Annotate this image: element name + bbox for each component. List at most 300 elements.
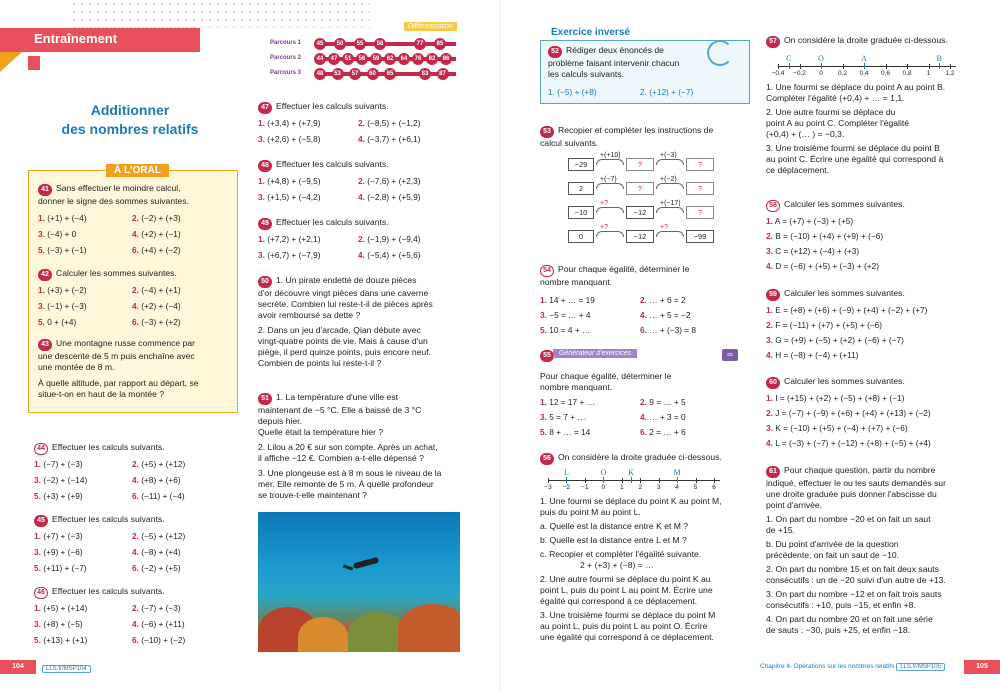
- title-line-2: des nombres relatifs: [61, 121, 199, 137]
- exercise-text: 3. On part du nombre −12 et on fait trois sauts: [766, 589, 942, 599]
- item-expression: (−5,4) + (+5,6): [364, 250, 421, 260]
- exercise-text: 2. Une autre fourmi se déplace du: [766, 107, 896, 117]
- item-expression: (+7) + (−3): [40, 531, 83, 541]
- exercise-text: Recopier et compléter les instructions de: [558, 125, 714, 135]
- ex60-item: [766, 408, 931, 418]
- exercise-number: 46: [34, 587, 48, 599]
- item-expression: (+4,8) + (−9,5): [264, 176, 321, 186]
- exercise-text: Effectuer les calculs suivants.: [52, 514, 165, 524]
- exercise-text: nombre manquant.: [540, 277, 613, 287]
- ex44-item: [34, 459, 83, 469]
- nl56-tick-label: 1: [619, 484, 624, 491]
- exercise-58: [766, 199, 905, 212]
- item-number: 5.: [34, 563, 41, 573]
- exercise-text: Sans effectuer le moindre calcul,: [56, 183, 181, 193]
- nl57-tick: [778, 64, 779, 69]
- nl56-tick-label: 0: [601, 484, 606, 491]
- exercise-text: problème faisant intervenir chacun: [548, 58, 680, 68]
- exercise-text: situe-t-on en haut de la montée ?: [38, 389, 165, 399]
- parcours-exercise[interactable]: 77: [414, 38, 426, 50]
- ex60-item: [766, 438, 931, 448]
- ex59-item: [766, 335, 904, 345]
- item-expression: 2 = … + 6: [646, 427, 686, 437]
- ex45-item: [34, 547, 83, 557]
- nl56-tick-label: 2: [638, 484, 643, 491]
- nl57-tick-label: 0: [819, 70, 823, 77]
- page-gutter: [499, 0, 500, 691]
- exercise-text: une droite graduée puis donner l'abscisse du: [766, 489, 937, 499]
- chapter-text: Chapitre 4. Opérations sur les nombres relatifs: [760, 663, 895, 670]
- parcours-label: Parcours 3: [270, 70, 302, 76]
- exercise-text: égalité qui correspond à ce déplacement.: [540, 596, 698, 606]
- nl57-point-mark: [864, 63, 865, 69]
- title-line-1: Additionner: [90, 102, 170, 118]
- item-expression: (−2) + (+5): [138, 563, 181, 573]
- ex47-item: [258, 134, 321, 144]
- item-expression: 8 + … = 14: [546, 427, 591, 437]
- parcours-exercise[interactable]: 76: [412, 53, 424, 65]
- exercise-text: b. Quelle est la distance entre L et M ?: [540, 535, 687, 545]
- nl56-point-mark: [603, 477, 604, 483]
- exercise-text: une descente de 5 m puis enchaîne avec: [38, 351, 195, 361]
- exercise-text: au point C. Écrire une égalité qui correspond à: [766, 154, 944, 164]
- exercise-text: consécutifs : +10, puis −15, et enfin +8.: [766, 600, 916, 610]
- parcours-exercise[interactable]: 64: [398, 53, 410, 65]
- ex42-item: [132, 285, 181, 295]
- chain-operation: +(−7): [600, 176, 617, 183]
- exercise-text: une montée de 8 m.: [38, 362, 115, 372]
- chain-operation: +(−17): [660, 200, 681, 207]
- page-title: [40, 101, 220, 139]
- item-expression: (−11) + (−4): [138, 491, 185, 501]
- item-expression: (−4) + (+1): [138, 285, 181, 295]
- parcours-exercise[interactable]: 48: [314, 68, 326, 80]
- chain-operation: +(−3): [660, 152, 677, 159]
- item-number: 1.: [34, 603, 41, 613]
- item-number: 3.: [258, 134, 265, 144]
- exercise-52: [548, 45, 708, 80]
- item-expression: (+8) + (+6): [138, 475, 181, 485]
- chain-operation: +?: [600, 200, 608, 207]
- item-number: 3.: [258, 250, 265, 260]
- item-number: 4.: [132, 475, 139, 485]
- nl56-tick: [696, 478, 697, 483]
- item-expression: (−3) + (+2): [138, 317, 181, 327]
- parcours-exercise[interactable]: 56: [356, 53, 368, 65]
- exercise-number: 45: [34, 515, 48, 527]
- item-number: 3.: [766, 423, 773, 433]
- exercise-number: 51: [258, 393, 272, 405]
- ex59-item: [766, 350, 859, 360]
- ex41-item: [38, 229, 76, 239]
- ex55-item: [640, 397, 686, 407]
- item-expression: (+7,2) + (+2,1): [264, 234, 321, 244]
- ex41-item: [38, 213, 87, 223]
- ex46-item: [34, 603, 87, 613]
- chain-arrow: [656, 207, 684, 213]
- exercise-text: point d'arrivée.: [766, 500, 823, 510]
- exercise-text: On considère la droite graduée ci-dessous.: [784, 35, 948, 45]
- item-expression: (−6) + (+11): [138, 619, 185, 629]
- item-expression: (−10) + (−2): [138, 635, 186, 645]
- chain-arrow: [596, 231, 624, 237]
- ex42-item: [38, 301, 87, 311]
- item-number: 5.: [540, 427, 547, 437]
- exercise-text: 2. On part du nombre 15 et on fait deux sauts: [766, 564, 939, 574]
- item-number: 1.: [540, 397, 547, 407]
- item-expression: (+13) + (+1): [40, 635, 88, 645]
- banner-square: [28, 56, 40, 70]
- ex45-item: [34, 563, 87, 573]
- ex54-item: [640, 325, 696, 335]
- exercise-text: 1. Une fourmi se déplace du point K au point M,: [540, 496, 722, 506]
- exercise-57: [766, 35, 948, 48]
- item-expression: (−1,9) + (−9,4): [364, 234, 421, 244]
- ex46-item: [132, 635, 185, 645]
- ex42-item: [132, 301, 181, 311]
- exercise-text: secrète. Combien lui reste-t-il de pièces après: [258, 299, 433, 309]
- chain-end: ?: [686, 182, 714, 195]
- ex49-item: [358, 250, 421, 260]
- item-number: 6.: [640, 325, 647, 335]
- exercise-48: [258, 159, 389, 172]
- ex49-item: [358, 234, 421, 244]
- parcours-exercise[interactable]: 59: [370, 53, 382, 65]
- exercise-text: calcul suivants.: [540, 138, 599, 148]
- nl57-tick-label: 0,4: [859, 70, 869, 77]
- exercise-number: 49: [258, 218, 272, 230]
- diver-shape: [353, 557, 380, 570]
- exercise-number: 50: [258, 276, 272, 288]
- exercise-text: point A au point C. Compléter l'égalité: [766, 118, 910, 128]
- exercise-42: [38, 268, 177, 281]
- item-expression: 10 = 4 + …: [546, 325, 591, 335]
- ex55-item: [540, 412, 586, 422]
- exercise-text: d'or découvre vingt pièces dans une caverne: [258, 288, 429, 298]
- item-expression: K = (−10) + (+5) + (−4) + (+7) + (−6): [772, 423, 908, 433]
- exercise-text: 1. Une fourmi se déplace du point A au point B.: [766, 82, 946, 92]
- nl56-point-K: K: [628, 468, 634, 477]
- item-expression: E = (+8) + (+6) + (−9) + (+4) + (−2) + (+7): [772, 305, 928, 315]
- exercise-41: [38, 183, 238, 207]
- ex41-item: [38, 245, 87, 255]
- chain-start: 2: [568, 182, 594, 195]
- item-number: 2.: [640, 295, 647, 305]
- chain-middle: ?: [626, 182, 654, 195]
- item-expression: 14 + … = 19: [546, 295, 595, 305]
- chain-operation: +(+10): [600, 152, 621, 159]
- chain-arrow: [596, 207, 624, 213]
- ex55-item: [640, 412, 686, 422]
- item-expression: (+5) + (+12): [138, 459, 186, 469]
- item-number: 2.: [132, 213, 139, 223]
- nl56-tick-label: 6: [712, 484, 716, 491]
- exercise-text: On considère la droite graduée ci-dessous.: [558, 452, 722, 462]
- item-expression: (+2) + (−1): [138, 229, 181, 239]
- ex54-item: [640, 295, 686, 305]
- exercise-number: 52: [548, 46, 562, 58]
- nl57-tick-label: −0,2: [793, 70, 806, 77]
- exercise-54: [540, 264, 750, 288]
- parcours-exercise[interactable]: 85: [434, 38, 446, 50]
- item-expression: … + 5 = −2: [646, 310, 691, 320]
- chain-start: −10: [568, 206, 594, 219]
- item-expression: (+11) + (−7): [40, 563, 87, 573]
- exercise-text: Quelle était la température hier ?: [258, 427, 384, 437]
- exercise-text: point L, puis du point L au point M. Écrire une: [540, 585, 713, 595]
- infinity-icon[interactable]: ∞: [722, 349, 738, 361]
- item-expression: (+3) + (−2): [44, 285, 87, 295]
- ex47-item: [358, 118, 421, 128]
- parcours-exercise[interactable]: 45: [314, 38, 326, 50]
- ex44-item: [132, 459, 185, 469]
- nl56-point-mark: [631, 477, 632, 483]
- item-number: 1.: [766, 216, 773, 226]
- item-number: 4.: [766, 350, 773, 360]
- parcours-exercise[interactable]: 50: [334, 38, 346, 50]
- nl56-tick-label: −1: [581, 484, 589, 491]
- chain-arrow: [656, 183, 684, 189]
- exercise-text: Compléter l'égalité (+0,4) + … = 1,1.: [766, 93, 905, 103]
- ex41-item: [132, 245, 181, 255]
- exercise-text: Effectuer les calculs suivants.: [276, 101, 389, 111]
- parcours-exercise[interactable]: 82: [426, 53, 438, 65]
- ex60-item: [766, 423, 908, 433]
- nl57-point-C: C: [786, 54, 792, 63]
- footer-link-text[interactable]: LLS.fr/MSP104: [42, 665, 91, 673]
- ex52-item-1: 1. (−5) + (+8): [548, 87, 597, 97]
- item-number: 3.: [766, 335, 773, 345]
- parcours-exercise[interactable]: 55: [354, 38, 366, 50]
- item-number: 6.: [132, 491, 139, 501]
- item-expression: … + (−3) = 8: [646, 325, 697, 335]
- exercise-number: 59: [766, 289, 780, 301]
- nl56-tick: [659, 478, 660, 483]
- exercise-61: [766, 465, 981, 636]
- ex60-item: [766, 393, 904, 403]
- item-number: 2.: [132, 531, 139, 541]
- exercise-text: avoir remboursé sa dette ?: [258, 310, 361, 320]
- item-expression: (+6,7) + (−7,9): [264, 250, 321, 260]
- item-number: 5.: [38, 245, 45, 255]
- ex48-item: [358, 176, 421, 186]
- exercise-text: Pour chaque égalité, déterminer le: [558, 264, 690, 274]
- exercise-number: 56: [540, 453, 554, 465]
- parcours-exercise[interactable]: 60: [367, 68, 379, 80]
- exercise-43: [38, 338, 238, 400]
- parcours-exercise[interactable]: 87: [437, 68, 449, 80]
- nl57-tick: [843, 64, 844, 69]
- item-number: 1.: [34, 531, 41, 541]
- exercise-text: Calculer les sommes suivantes.: [784, 376, 905, 386]
- item-number: 5.: [34, 635, 41, 645]
- ex54-item: [640, 310, 691, 320]
- parcours-exercise[interactable]: 58: [374, 38, 386, 50]
- chain-middle: −12: [626, 206, 654, 219]
- ex47-item: [358, 134, 421, 144]
- footer-link-left[interactable]: [42, 662, 91, 672]
- item-number: 6.: [132, 563, 139, 573]
- item-number: 2.: [358, 118, 365, 128]
- chain-middle: −12: [626, 230, 654, 243]
- item-number: 1.: [766, 393, 773, 403]
- item-expression: B = (−10) + (+4) + (+9) + (−6): [772, 231, 884, 241]
- exercise-50: [258, 275, 463, 369]
- item-expression: (−7,6) + (+2,3): [364, 176, 421, 186]
- exercise-text: 1. On part du nombre −20 et on fait un saut: [766, 514, 931, 524]
- nl56-tick: [714, 478, 715, 483]
- item-expression: (−2) + (+3): [138, 213, 181, 223]
- ex46-item: [132, 603, 181, 613]
- ex49-item: [258, 250, 321, 260]
- footer-link-right[interactable]: LLS.fr/MSP105: [896, 663, 945, 671]
- item-expression: (+8) + (−5): [40, 619, 83, 629]
- nl56-point-O: O: [600, 468, 607, 477]
- item-expression: F = (−11) + (+7) + (+5) + (−6): [772, 320, 883, 330]
- inverse-title: Exercice inversé: [548, 27, 633, 38]
- ex58-item: [766, 246, 859, 256]
- exercise-number: 57: [766, 36, 780, 48]
- item-expression: … + 6 = 2: [646, 295, 686, 305]
- nl56-tick-label: −3: [544, 484, 552, 491]
- item-expression: (+3,4) + (+7,9): [264, 118, 321, 128]
- chain-arrow: [656, 159, 684, 165]
- item-expression: 12 = 17 + …: [546, 397, 595, 407]
- item-number: 1.: [540, 295, 547, 305]
- exercise-text: puis du point M au point L.: [540, 507, 641, 517]
- exercise-text: 3. Une troisième fourmi se déplace du point M: [540, 610, 716, 620]
- exercise-text: les calculs suivants.: [548, 69, 624, 79]
- ex44-item: [34, 491, 83, 501]
- item-number: 6.: [132, 635, 139, 645]
- chain-start: 0: [568, 230, 594, 243]
- item-expression: (−8) + (+4): [138, 547, 181, 557]
- exercise-text: Effectuer les calculs suivants.: [276, 159, 389, 169]
- ex55-item: [640, 427, 686, 437]
- ex58-item: [766, 231, 883, 241]
- ex45-item: [132, 547, 181, 557]
- ex48-item: [258, 192, 321, 202]
- exercise-text: vingt-quatre points de vie. Mais à cause d'un: [258, 336, 428, 346]
- exercise-number: 41: [38, 184, 52, 196]
- exercise-51: [258, 392, 463, 501]
- ex48-item: [258, 176, 321, 186]
- ex45-item: [132, 531, 185, 541]
- nl57-point-mark: [789, 63, 790, 69]
- item-expression: (+3) + (+9): [40, 491, 83, 501]
- item-expression: (+2,6) + (−5,8): [264, 134, 321, 144]
- exercise-text: 4. On part du nombre 20 et on fait une série: [766, 614, 933, 624]
- item-number: 1.: [34, 459, 41, 469]
- item-number: 4.: [132, 619, 139, 629]
- item-expression: (+9) + (−6): [40, 547, 83, 557]
- exercise-text: (+0,4) + (… ) = −0,3.: [766, 129, 845, 139]
- item-expression: (−3) + (−1): [44, 245, 87, 255]
- ex55-item: [540, 397, 595, 407]
- nl57-tick-label: −0,4: [771, 70, 785, 77]
- exercise-text: 3. Une troisième fourmi se déplace du point B: [766, 143, 940, 153]
- exercise-text: 3. Une plongeuse est à 8 m sous le niveau de la: [258, 468, 442, 478]
- exercise-text: piège, il perd quinze points, puis encore neuf.: [258, 347, 431, 357]
- item-expression: (+4) + (−2): [138, 245, 181, 255]
- exercise-text: Calculer les sommes suivantes.: [784, 288, 905, 298]
- exercise-text: Effectuer les calculs suivants.: [52, 442, 165, 452]
- nl56-tick: [622, 478, 623, 483]
- ex41-item: [132, 213, 181, 223]
- item-number: 3.: [540, 412, 547, 422]
- exercise-text: consécutifs : un de −20 suivi d'un autre de +13.: [766, 575, 946, 585]
- ex58-item: [766, 261, 879, 271]
- item-expression: 9 = … + 5: [646, 397, 686, 407]
- parcours-exercise[interactable]: 62: [384, 53, 396, 65]
- chain-arrow: [596, 183, 624, 189]
- parcours-exercise[interactable]: 47: [328, 53, 340, 65]
- parcours-exercise[interactable]: 57: [349, 68, 361, 80]
- item-expression: −5 = … + 4: [546, 310, 591, 320]
- exercise-number: 48: [258, 160, 272, 172]
- ex45-item: [132, 563, 181, 573]
- parcours-exercise[interactable]: 53: [332, 68, 344, 80]
- exercise-number: 42: [38, 269, 52, 281]
- exercise-number: 43: [38, 339, 52, 351]
- item-number: 2.: [358, 176, 365, 186]
- chain-arrow: [656, 231, 684, 237]
- nl57-tick: [950, 64, 951, 69]
- item-number: 6.: [132, 245, 139, 255]
- item-expression: A = (+7) + (−3) + (+5): [772, 216, 854, 226]
- parcours-exercise[interactable]: 65: [384, 68, 396, 80]
- parcours-exercise[interactable]: 51: [342, 53, 354, 65]
- item-expression: (−3,7) + (+6,1): [364, 134, 421, 144]
- nl56-tick: [548, 478, 549, 483]
- exercise-text: de sauts : −30, puis +25, et enfin −18.: [766, 625, 911, 635]
- chain-end: ?: [686, 206, 714, 219]
- exercise-55-text: [540, 371, 750, 393]
- ex59-item: [766, 305, 927, 315]
- item-number: 3.: [34, 475, 41, 485]
- parcours-exercise[interactable]: 86: [440, 53, 452, 65]
- item-expression: 0 + (+4): [44, 317, 77, 327]
- nl57-tick: [907, 64, 908, 69]
- chain-end: −99: [686, 230, 714, 243]
- exercise-number: 61: [766, 466, 780, 478]
- item-expression: (+5) + (+14): [40, 603, 88, 613]
- item-number: 2.: [132, 285, 139, 295]
- exercise-text: nombre manquant.: [540, 382, 613, 392]
- item-expression: G = (+9) + (−5) + (+2) + (−6) + (−7): [772, 335, 904, 345]
- nl57-point-B: B: [936, 54, 942, 63]
- parcours-label: Parcours 1: [270, 40, 302, 46]
- item-expression: (−2) + (−14): [40, 475, 88, 485]
- item-expression: (−1) + (−3): [44, 301, 87, 311]
- exercise-text: Rédiger deux énoncés de: [566, 45, 664, 55]
- item-number: 3.: [34, 547, 41, 557]
- ex42-item: [38, 285, 87, 295]
- nl57-tick-label: 1: [926, 70, 931, 77]
- parcours-exercise[interactable]: 83: [419, 68, 431, 80]
- item-number: 3.: [38, 301, 45, 311]
- exercise-49: [258, 217, 389, 230]
- item-number: 4.: [132, 301, 139, 311]
- ex54-item: [540, 325, 590, 335]
- nl57-tick-label: 1,2: [945, 70, 955, 77]
- parcours-exercise[interactable]: 44: [314, 53, 326, 65]
- exercise-number: 58: [766, 200, 780, 212]
- page-number-right: 105: [964, 660, 1000, 674]
- generator-tag[interactable]: Générateur d'exercices: [553, 349, 637, 358]
- chain-arrow: [596, 159, 624, 165]
- item-number: 4.: [132, 229, 139, 239]
